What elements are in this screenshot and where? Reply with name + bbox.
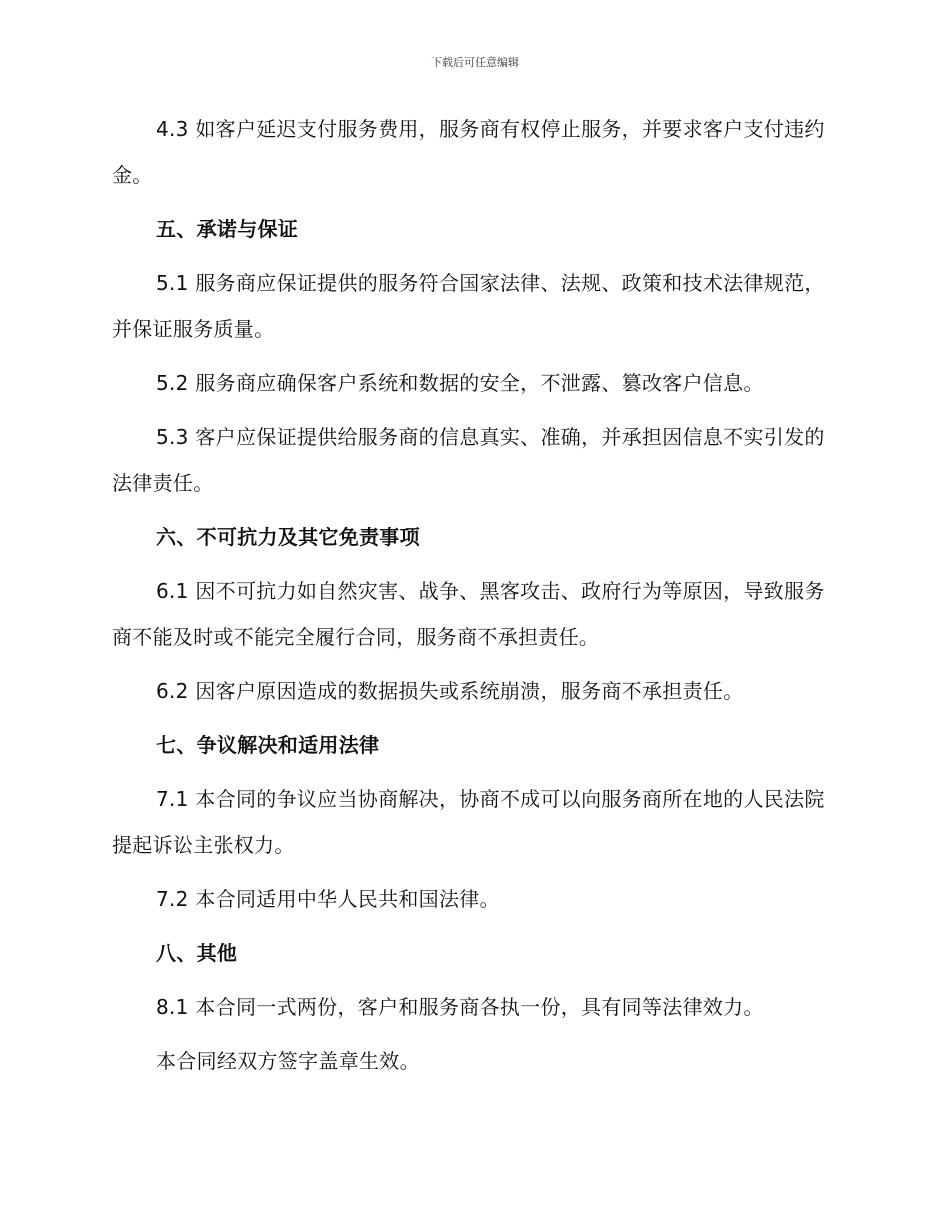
section-heading-5: 五、承诺与保证 (156, 217, 299, 241)
clause-4-3: 4.3 如客户延迟支付服务费用，服务商有权停止服务，并要求客户支付违约金。 (112, 117, 825, 187)
section-heading-6: 六、不可抗力及其它免责事项 (156, 525, 420, 549)
clause-6-1: 6.1 因不可抗力如自然灾害、战争、黑客攻击、政府行为等原因，导致服务商不能及时或不能完全履行合同，服务商不承担责任。 (112, 579, 825, 649)
clause-8-1: 8.1 本合同一式两份，客户和服务商各执一份，具有同等法律效力。 (156, 995, 764, 1019)
page-header: 下载后可任意编辑 (431, 56, 519, 69)
document-body (112, 106, 832, 1084)
clause-7-2: 7.2 本合同适用中华人民共和国法律。 (156, 887, 500, 911)
clause-6-2: 6.2 因客户原因造成的数据损失或系统崩溃，服务商不承担责任。 (156, 679, 744, 703)
clause-5-3: 5.3 客户应保证提供给服务商的信息真实、准确，并承担因信息不实引发的法律责任。 (112, 425, 825, 495)
section-heading-8: 八、其他 (156, 941, 238, 965)
clause-5-2: 5.2 服务商应确保客户系统和数据的安全，不泄露、篡改客户信息。 (156, 371, 764, 395)
section-heading-7: 七、争议解决和适用法律 (156, 733, 380, 757)
clause-5-1: 5.1 服务商应保证提供的服务符合国家法律、法规、政策和技术法律规范，并保证服务质量。 (112, 271, 825, 341)
clause-7-1: 7.1 本合同的争议应当协商解决，协商不成可以向服务商所在地的人民法院提起诉讼主张权力。 (112, 787, 825, 857)
closing-statement: 本合同经双方签字盖章生效。 (156, 1049, 420, 1073)
